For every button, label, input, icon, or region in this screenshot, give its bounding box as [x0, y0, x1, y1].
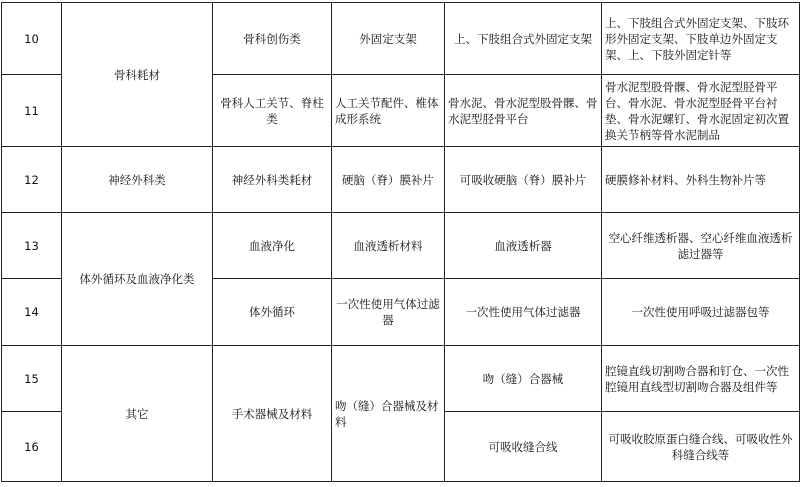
- row-number: 11: [2, 75, 62, 147]
- subcategory-cell: 外固定支架: [332, 3, 445, 75]
- category-cell: 骨科人工关节、脊柱类: [213, 75, 332, 147]
- product-cell: 吻（缝）合器械: [445, 346, 602, 412]
- examples-cell: 可吸收胶原蛋白缝合线、可吸收性外科缝合线等: [602, 412, 800, 482]
- group-cell: 神经外科类: [62, 147, 213, 213]
- product-cell: 血液透析器: [445, 213, 602, 279]
- group-cell: 骨科耗材: [62, 3, 213, 147]
- examples-cell: 硬膜修补材料、外科生物补片等: [602, 147, 800, 213]
- examples-cell: 上、下肢组合式外固定支架、下肢环形外固定支架、下肢单边外固定支架、上、下肢外固定针等: [602, 3, 800, 75]
- examples-cell: 空心纤维透析器、空心纤维血液透析滤过器等: [602, 213, 800, 279]
- table-row: [2, 3, 800, 75]
- examples-cell: 骨水泥型股骨髁、骨水泥型胫骨平台、骨水泥、骨水泥型胫骨平台衬垫、骨水泥螺钉、骨水泥固定初次置换关节柄等骨水泥制品: [602, 75, 800, 147]
- group-cell: 体外循环及血液净化类: [62, 213, 213, 346]
- subcategory-cell: 硬脑（脊）膜补片: [332, 147, 445, 213]
- product-cell: 上、下肢组合式外固定支架: [445, 3, 602, 75]
- subcategory-cell: 一次性使用气体过滤器: [332, 279, 445, 346]
- examples-cell: 一次性使用呼吸过滤器包等: [602, 279, 800, 346]
- category-cell: 血液净化: [213, 213, 332, 279]
- category-cell: 体外循环: [213, 279, 332, 346]
- category-cell: 神经外科类耗材: [213, 147, 332, 213]
- subcategory-cell: 人工关节配件、椎体成形系统: [332, 75, 445, 147]
- table-row: [2, 346, 800, 412]
- category-cell: 手术器械及材料: [213, 346, 332, 482]
- table-row: [2, 147, 800, 213]
- product-cell: 可吸收缝合线: [445, 412, 602, 482]
- subcategory-cell: 吻（缝）合器械及材料: [332, 346, 445, 482]
- table-row: [2, 213, 800, 279]
- category-cell: 骨科创伤类: [213, 3, 332, 75]
- product-cell: 骨水泥、骨水泥型股骨髁、骨水泥型胫骨平台: [445, 75, 602, 147]
- row-number: 10: [2, 3, 62, 75]
- group-cell: 其它: [62, 346, 213, 482]
- product-cell: 一次性使用气体过滤器: [445, 279, 602, 346]
- product-category-table: [1, 2, 800, 482]
- row-number: 14: [2, 279, 62, 346]
- examples-cell: 腔镜直线切割吻合器和钉仓、一次性腔镜用直线型切割吻合器及组件等: [602, 346, 800, 412]
- subcategory-cell: 血液透析材料: [332, 213, 445, 279]
- product-cell: 可吸收硬脑（脊）膜补片: [445, 147, 602, 213]
- row-number: 15: [2, 346, 62, 412]
- row-number: 16: [2, 412, 62, 482]
- row-number: 13: [2, 213, 62, 279]
- row-number: 12: [2, 147, 62, 213]
